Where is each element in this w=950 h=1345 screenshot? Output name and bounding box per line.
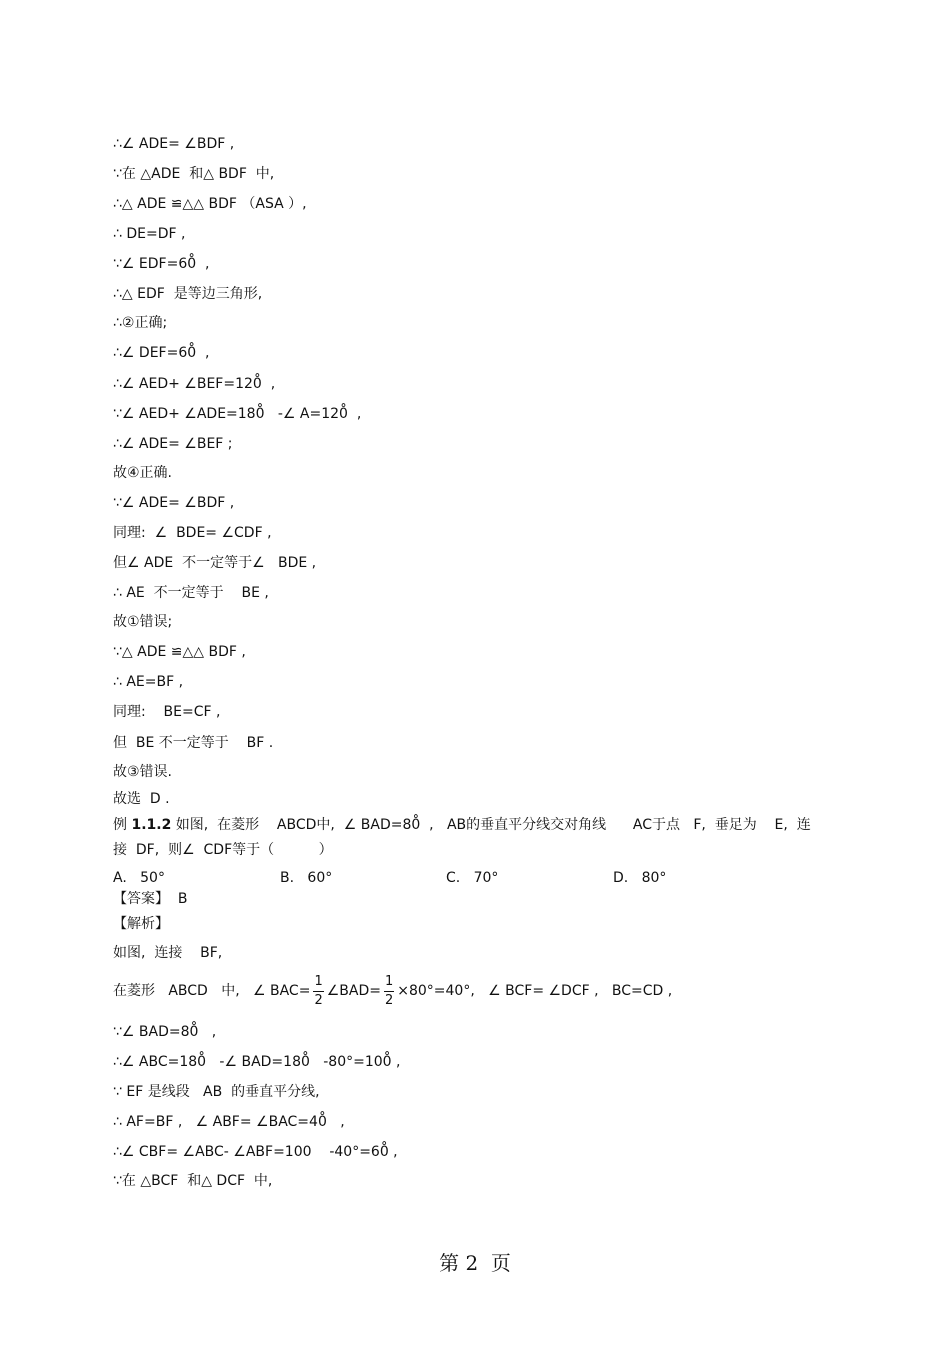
example-number: 1.1.2 (131, 817, 172, 833)
proof-line: 故选 D . (113, 791, 170, 807)
proof-line: ∵∠ EDF=60̊ , (113, 256, 210, 272)
analysis-text: 在菱形 ABCD 中, ∠ BAC= (113, 983, 311, 999)
option-d: D. 80° (613, 870, 667, 886)
analysis-line: ∵ EF 是线段 AB 的垂直平分线, (113, 1084, 320, 1100)
proof-line: ∴△ ADE ≌△△ BDF （ASA ）, (113, 196, 307, 212)
fraction-denominator: 2 (314, 992, 323, 1008)
analysis-line: ∴ AF=BF , ∠ ABF= ∠BAC=40̊ , (113, 1114, 345, 1130)
fraction-numerator: 1 (384, 973, 394, 989)
analysis-text: ∠BAD= (326, 983, 381, 999)
proof-line: 故①错误; (113, 614, 173, 630)
proof-line: 故③错误. (113, 764, 173, 780)
analysis-line: ∵在 △BCF 和△ DCF 中, (113, 1173, 273, 1189)
proof-line: ∴∠ DEF=60̊ , (113, 345, 210, 361)
analysis-line: ∵∠ BAD=80̊ , (113, 1024, 217, 1040)
proof-line: ∵∠ ADE= ∠BDF , (113, 495, 235, 511)
proof-line: 但∠ ADE 不一定等于∠ BDE , (113, 555, 317, 571)
proof-line: 但 BE 不一定等于 BF . (113, 735, 274, 751)
fraction-one-half (384, 975, 394, 1008)
analysis-line: ∴∠ ABC=180̊ -∠ BAD=180̊ -80°=100̊ , (113, 1054, 401, 1070)
fraction-bar (384, 991, 394, 992)
proof-line: ∴∠ ADE= ∠BDF , (113, 136, 235, 152)
proof-line: ∴∠ ADE= ∠BEF ; (113, 436, 233, 452)
proof-line: 同理: BE=CF , (113, 704, 221, 720)
option-c: C. 70° (446, 870, 499, 886)
proof-line: ∴ AE 不一定等于 BE , (113, 585, 269, 601)
analysis-line: ∴∠ CBF= ∠ABC- ∠ABF=100 -40°=60̊ , (113, 1144, 398, 1160)
example-label: 例 (113, 817, 132, 833)
proof-line: ∴ DE=DF , (113, 226, 186, 242)
analysis-line: 如图, 连接 BF, (113, 945, 223, 961)
proof-line: ∵在 △ADE 和△ BDF 中, (113, 166, 275, 182)
analysis-text: ×80°=40°, ∠ BCF= ∠DCF , BC=CD , (397, 983, 673, 999)
proof-line: 故④正确. (113, 465, 173, 481)
example-text: 如图, 在菱形 ABCD中, ∠ BAD=80̊ , AB的垂直平分线交对角线 AC于点 F, 垂足为 E, 连 (171, 817, 811, 833)
proof-line: 同理: ∠ BDE= ∠CDF , (113, 525, 272, 541)
proof-line: ∵△ ADE ≌△△ BDF , (113, 644, 246, 660)
example-question-line-1 (113, 816, 811, 834)
fraction-numerator: 1 (314, 973, 323, 989)
proof-line: ∴ AE=BF , (113, 674, 184, 690)
fraction-one-half (313, 975, 323, 1008)
answer-line: 【答案】 B (113, 891, 188, 907)
option-a: A. 50° (113, 870, 165, 886)
analysis-label: 【解析】 (113, 916, 169, 932)
fraction-denominator: 2 (384, 992, 394, 1008)
proof-line: ∴△ EDF 是等边三角形, (113, 286, 263, 302)
proof-line: ∴②正确; (113, 315, 168, 331)
proof-line: ∴∠ AED+ ∠BEF=120̊ , (113, 376, 276, 392)
page-number-footer: 第 2 页 (439, 1251, 511, 1275)
analysis-line-with-fractions (113, 972, 672, 1010)
option-b: B. 60° (280, 870, 333, 886)
fraction-bar (313, 991, 323, 992)
example-question-line-2: 接 DF, 则∠ CDF等于（ ） (113, 842, 333, 858)
proof-line: ∵∠ AED+ ∠ADE=180̊ -∠ A=120̊ , (113, 406, 362, 422)
